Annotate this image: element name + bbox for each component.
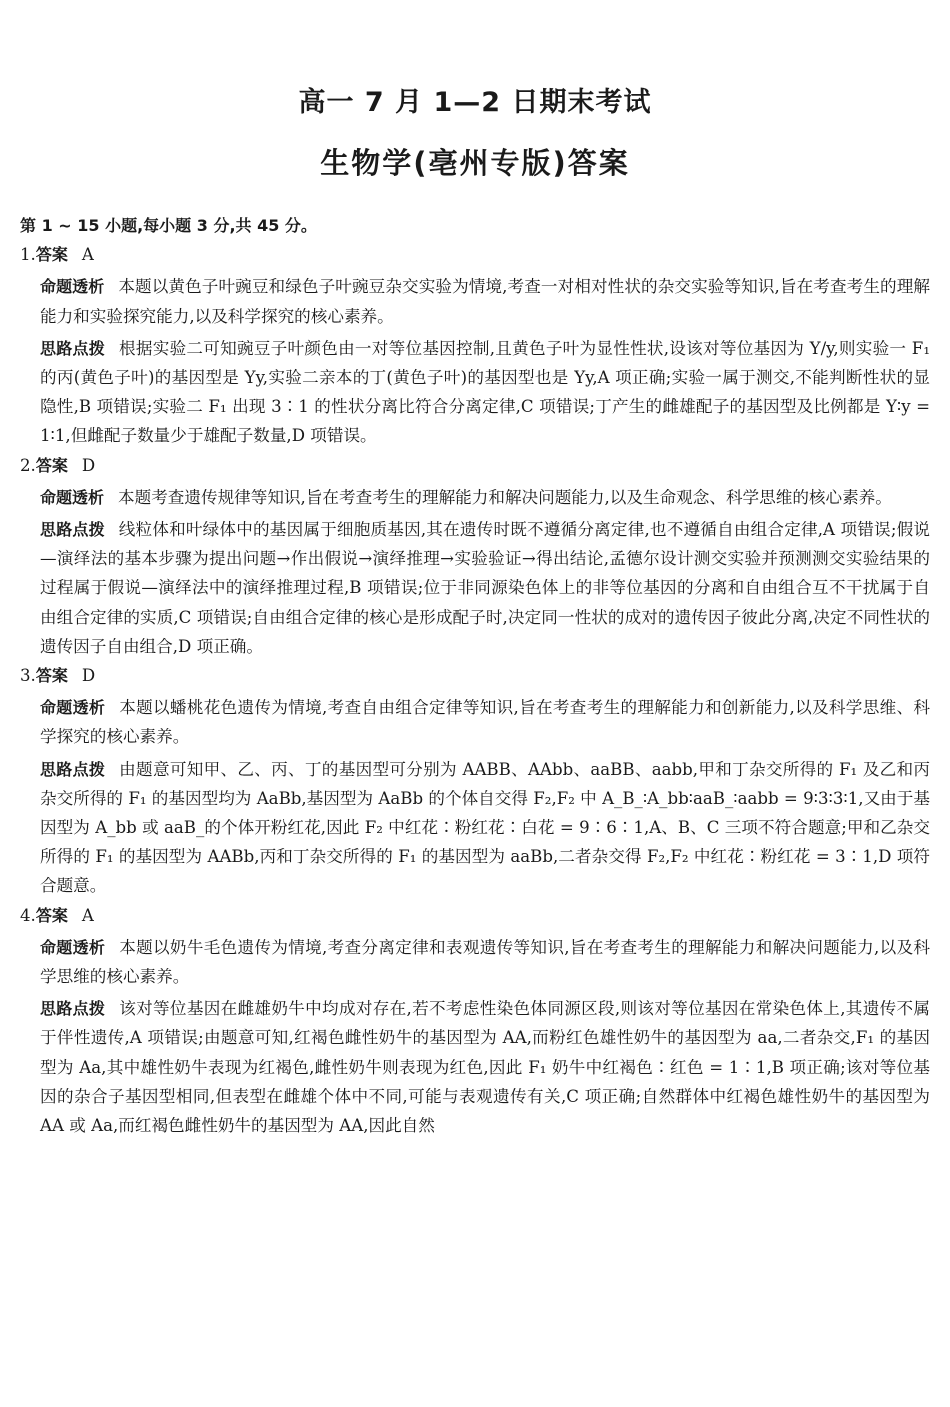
solution-text: 由题意可知甲、乙、丙、丁的基因型可分别为 AABB、AAbb、aaBB、aabb,甲和丁杂交所得的 F₁ 及乙和丙杂交所得的 F₁ 的基因型均为 AaBb,基因型为 AaBb 的个体自交得 F₂,F₂ 中 A_B_∶A_bb∶aaB_∶aabb = 9∶3∶3∶1,又由于基因型为 A_bb 或 aaB_的个体开粉红花,因此 F₂ 中红花∶粉红花∶白花 = 9∶6∶1,A、B、C 三项不符合题意;甲和乙杂交所得的 F₁ 的基因型为 AABb,丙和丁杂交所得的 F₁ 的基因型为 aaBb,二者杂交得 F₂,F₂ 中红花∶粉红花 = 3∶1,D 项符合题意。 bbox=[40, 759, 930, 896]
analysis-text: 本题以蟠桃花色遗传为情境,考查自由组合定律等知识,旨在考查考生的理解能力和创新能力,以及科学思维、科学探究的核心素养。 bbox=[40, 698, 930, 747]
analysis-paragraph bbox=[20, 933, 930, 991]
solution-label: 思路点拨 bbox=[40, 999, 106, 1019]
question-header bbox=[20, 240, 930, 269]
answer-body bbox=[20, 211, 930, 1140]
analysis-text: 本题以奶牛毛色遗传为情境,考查分离定律和表观遗传等知识,旨在考查考生的理解能力和解决问题能力,以及科学思维的核心素养。 bbox=[40, 937, 930, 987]
question-number: 4. bbox=[20, 905, 36, 925]
analysis-label: 命题透析 bbox=[40, 937, 106, 957]
solution-paragraph bbox=[20, 334, 930, 451]
solution-label: 思路点拨 bbox=[40, 520, 105, 540]
question-block bbox=[20, 240, 930, 450]
analysis-label: 命题透析 bbox=[40, 487, 105, 507]
answer-label: 答案 bbox=[35, 245, 68, 265]
answer-value: D bbox=[81, 666, 96, 686]
analysis-paragraph bbox=[20, 272, 930, 330]
analysis-paragraph bbox=[20, 693, 930, 751]
answer-value: D bbox=[81, 455, 96, 475]
analysis-label: 命题透析 bbox=[40, 698, 106, 718]
solution-paragraph bbox=[20, 515, 930, 661]
analysis-text: 本题以黄色子叶豌豆和绿色子叶豌豆杂交实验为情境,考查一对相对性状的杂交实验等知识,旨在考查考生的理解能力和实验探究能力,以及科学探究的核心素养。 bbox=[40, 277, 930, 326]
solution-paragraph bbox=[20, 994, 930, 1140]
question-number: 3. bbox=[20, 666, 36, 686]
page-title: 高一 7 月 1—2 日期末考试 bbox=[298, 87, 652, 118]
question-header bbox=[20, 901, 930, 930]
solution-text: 根据实验二可知豌豆子叶颜色由一对等位基因控制,且黄色子叶为显性性状,设该对等位基因为 Y/y,则实验一 F₁ 的丙(黄色子叶)的基因型是 Yy,实验二亲本的丁(黄色子叶)的基因型也是 Yy,A 项正确;实验一属于测交,不能判断性状的显隐性,B 项错误;实验二 F₁ 出现 3∶1 的性状分离比符合分离定律,C 项错误;丁产生的雌雄配子的基因型及比例都是 Y∶y = 1∶1,但雌配子数量少于雄配子数量,D 项错误。 bbox=[40, 338, 930, 446]
answer-value: A bbox=[81, 905, 94, 925]
answer-label: 答案 bbox=[35, 666, 68, 686]
answer-label: 答案 bbox=[35, 905, 68, 925]
question-header bbox=[20, 451, 930, 480]
question-block bbox=[20, 661, 930, 901]
analysis-paragraph bbox=[20, 483, 930, 512]
solution-label: 思路点拨 bbox=[40, 338, 106, 358]
analysis-label: 命题透析 bbox=[40, 277, 105, 297]
solution-text: 线粒体和叶绿体中的基因属于细胞质基因,其在遗传时既不遵循分离定律,也不遵循自由组合定律,A 项错误;假说—演绎法的基本步骤为提出问题→作出假说→演绎推理→实验验证→得出结论,孟德尔设计测交实验并预测测交实验结果的过程属于假说—演绎法中的演绎推理过程,B 项错误;位于非同源染色体上的非等位基因的分离和自由组合互不干扰属于自由组合定律的实质,C 项错误;自由组合定律的核心是形成配子时,决定同一性状的成对的遗传因子彼此分离,决定不同性状的遗传因子自由组合,D 项正确。 bbox=[40, 520, 930, 656]
section-intro: 第 1 ~ 15 小题,每小题 3 分,共 45 分。 bbox=[20, 216, 317, 235]
solution-label: 思路点拨 bbox=[40, 759, 106, 779]
question-number: 1. bbox=[20, 245, 36, 265]
answer-label: 答案 bbox=[35, 455, 68, 475]
solution-text: 该对等位基因在雌雄奶牛中均成对存在,若不考虑性染色体同源区段,则该对等位基因在常染色体上,其遗传不属于伴性遗传,A 项错误;由题意可知,红褐色雌性奶牛的基因型为 AA,而粉红色雄性奶牛的基因型为 aa,二者杂交,F₁ 的基因型为 Aa,其中雄性奶牛表现为红褐色,雌性奶牛则表现为红色,因此 F₁ 奶牛中红褐色∶红色 = 1∶1,B 项正确;该对等位基因的杂合子基因型相同,但表型在雌雄个体中不同,可能与表观遗传有关,C 项正确;自然群体中红褐色雄性奶牛的基因型为 AA 或 Aa,而红褐色雌性奶牛的基因型为 AA,因此自然 bbox=[40, 999, 930, 1136]
analysis-text: 本题考查遗传规律等知识,旨在考查考生的理解能力和解决问题能力,以及生命观念、科学思维的核心素养。 bbox=[118, 487, 892, 507]
question-number: 2. bbox=[20, 455, 36, 475]
question-block bbox=[20, 451, 930, 661]
question-block bbox=[20, 901, 930, 1141]
answer-value: A bbox=[81, 245, 94, 265]
question-header bbox=[20, 661, 930, 690]
page-subtitle: 生物学(亳州专版)答案 bbox=[320, 146, 630, 180]
solution-paragraph bbox=[20, 755, 930, 901]
